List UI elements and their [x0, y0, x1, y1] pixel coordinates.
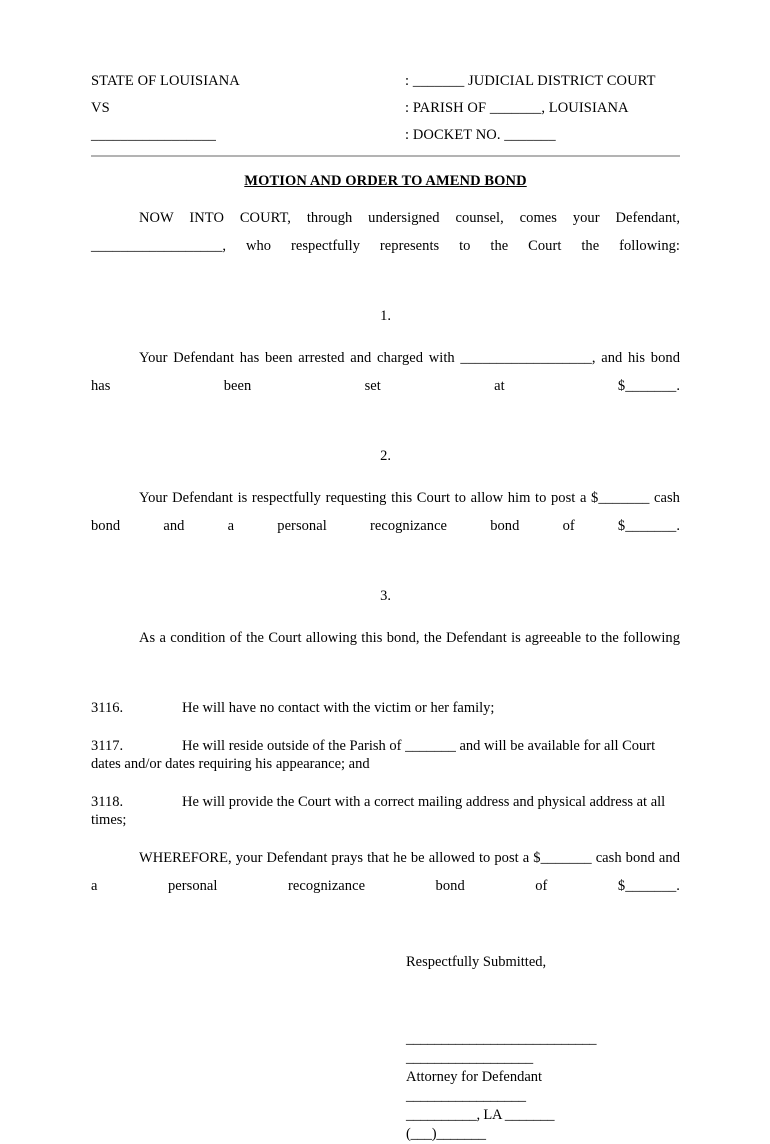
paragraph-body-1: Your Defendant has been arrested and charged with __________________, and his bond has been set at $_______.	[91, 350, 680, 394]
caption-defendant-blank: _________________	[91, 127, 216, 143]
wherefore-paragraph: WHEREFORE, your Defendant prays that he be allowed to post a $_______ cash bond and a personal recognizance bond of $_______.	[91, 849, 680, 894]
caption-vs-label: VS	[91, 100, 110, 116]
document-title: MOTION AND ORDER TO AMEND BOND	[244, 173, 527, 189]
condition-item	[91, 699, 680, 718]
condition-number: 3116.	[91, 700, 124, 716]
attorney-address-line: _________________	[406, 1087, 526, 1104]
condition-number: 3118.	[91, 793, 124, 810]
condition-number: 3117.	[91, 737, 124, 754]
caption-state-label: STATE OF LOUISIANA	[91, 73, 240, 89]
paragraph-number-3: 3.	[380, 588, 391, 604]
intro-paragraph: NOW INTO COURT, through undersigned counsel, comes your Defendant, __________________, who respectfully represents to the Court the following:	[91, 210, 680, 254]
closing-line: Respectfully Submitted,	[406, 953, 547, 970]
paragraph-body-2: Your Defendant is respectfully requesting this Court to allow him to post a $_______ cash bond and a personal recognizance bond of $_______.	[91, 490, 680, 534]
caption-divider-rule	[91, 155, 680, 157]
document-content	[91, 68, 680, 1144]
conditions-list	[91, 699, 680, 830]
case-caption	[91, 68, 680, 157]
attorney-bar-number-line: __________________	[406, 1049, 533, 1066]
attorney-city-state-zip-line: __________, LA _______	[406, 1106, 555, 1123]
attorney-signature-line: ___________________________	[406, 1030, 597, 1047]
condition-text: He will provide the Court with a correct mailing address and physical address at all times;	[91, 793, 666, 828]
paragraph-number-2: 2.	[380, 448, 391, 464]
condition-text: He will reside outside of the Parish of _______ and will be available for all Court dates and/or dates requiring his appearance; and	[91, 737, 656, 772]
signature-block	[406, 1030, 680, 1144]
condition-text: He will have no contact with the victim or her family;	[182, 700, 495, 716]
condition-item	[91, 793, 680, 830]
caption-parish-label: : PARISH OF _______, LOUISIANA	[405, 100, 629, 116]
paragraph-body-3: As a condition of the Court allowing this bond, the Defendant is agreeable to the following	[139, 630, 680, 646]
caption-court-label: : _______ JUDICIAL DISTRICT COURT	[405, 73, 656, 89]
caption-row	[91, 95, 680, 122]
condition-item	[91, 737, 680, 774]
attorney-for-defendant-label: Attorney for Defendant	[406, 1068, 543, 1085]
paragraph-number-1: 1.	[380, 308, 391, 324]
attorney-phone-line: (___)_______	[406, 1125, 486, 1142]
caption-row	[91, 122, 680, 149]
caption-row	[91, 68, 680, 95]
caption-docket-label: : DOCKET NO. _______	[405, 127, 556, 143]
